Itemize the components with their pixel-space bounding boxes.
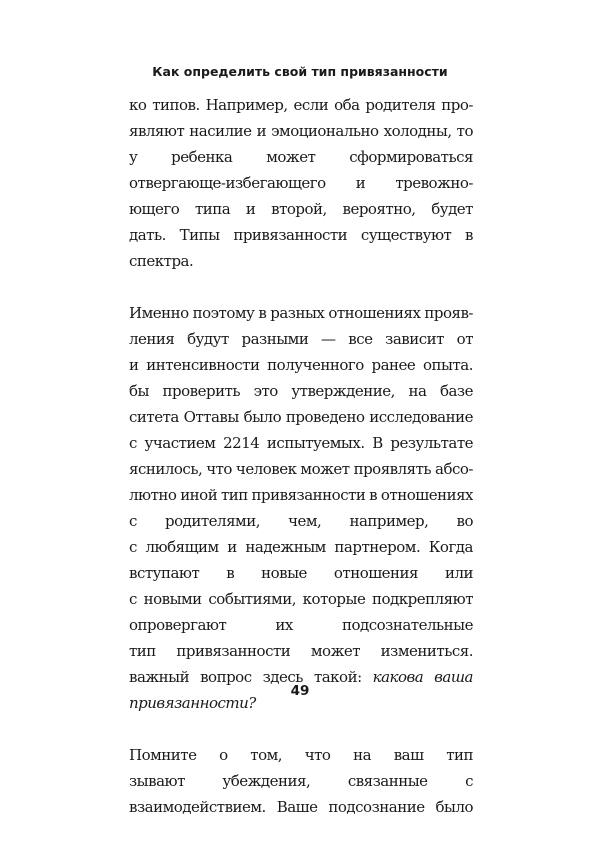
text-line: с любящим и надежным партнером. Когда [129,538,473,556]
text-line: Именно поэтому в разных отношениях прояв- [129,304,473,322]
body-text [129,92,473,846]
italic-question: привязанности? [129,694,256,712]
text-line: дать. Типы привязанности существуют в [129,226,473,244]
text-line: с новыми событиями, которые подкрепляют [129,590,473,608]
text-line: тип привязанности может измениться. [129,642,473,660]
text-line: с родителями, чем, например, во [129,512,473,530]
text-line: взаимодействием. Ваше подсознание было [129,798,473,816]
text-line: опровергают их подсознательные [129,616,473,634]
text-line: с участием 2214 испытуемых. В результате [129,434,473,452]
italic-question: какова ваша [372,668,473,686]
text-line: ления будут разными — все зависит от [129,330,473,348]
text-line: бы проверить это утверждение, на базе [129,382,473,400]
text-line: яснилось, что человек может проявлять абсо- [129,460,473,478]
text-line: и интенсивности полученного ранее опыта. [129,356,473,374]
text-line: лютно иной тип привязанности в отношениях [129,486,473,504]
running-header: Как определить свой тип привязанности [152,64,448,79]
text-line: ко типов. Например, если оба родителя про- [129,96,473,114]
text-line: у ребенка может сформироваться [129,148,473,166]
text-line: Помните о том, что на ваш тип [129,746,473,764]
paragraph-2 [129,300,473,716]
paragraph-1 [129,92,473,274]
paragraph-3 [129,742,473,820]
page-number: 49 [290,683,310,699]
text-line: зывают убеждения, связанные с [129,772,473,790]
text-line: вступают в новые отношения или [129,564,473,582]
text-line: ющего типа и второй, вероятно, будет [129,200,473,218]
text-line: ситета Оттавы было проведено исследование [129,408,473,426]
text-line: являют насилие и эмоционально холодны, то [129,122,473,140]
text-line: отвергающе-избегающего и тревожно- [129,174,473,192]
text-run: важный вопрос здесь такой: [129,668,373,686]
text-line: спектра. [129,252,194,270]
